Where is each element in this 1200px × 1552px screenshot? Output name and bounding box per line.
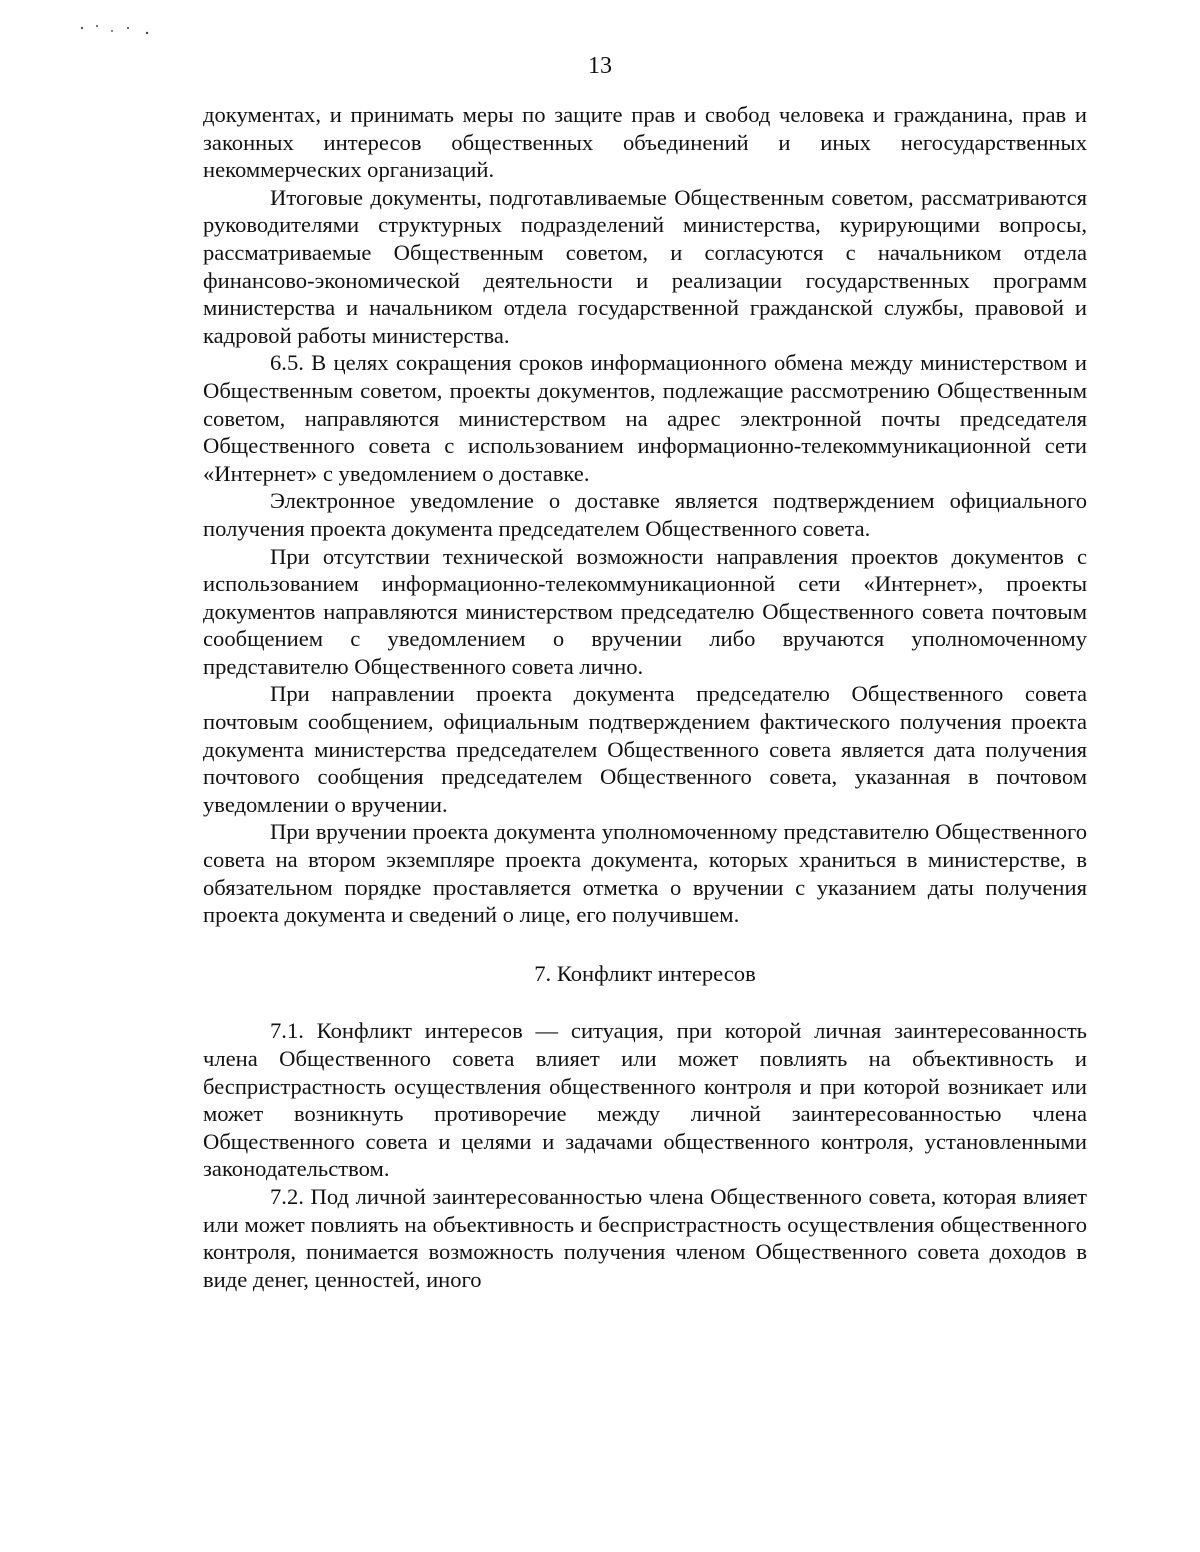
paragraph-postal-delivery: При направлении проекта документа председателю Общественного совета почтовым сообщением, официальным подтверждением фактического получения проекта документа министерства председателем Общественного совета является дата получения почтового сообщения председателем Общественного совета, указанная в почтовом уведомлении о вручении. bbox=[203, 681, 1087, 817]
paragraph-6-5: 6.5. В целях сокращения сроков информационного обмена между министерством и Общественным советом, проекты документов, подлежащие рассмотрению Общественным советом, направляются министерством на адрес электронной почты председателя Общественного совета с использованием информационно-телекоммуникационной сети «Интернет» с уведомлением о доставке. bbox=[203, 350, 1087, 486]
paragraph-7-2: 7.2. Под личной заинтересованностью члена Общественного совета, которая влияет или может повлиять на объективность и беспристрастность осуществления общественного контроля, понимается возможность получения членом Общественного совета доходов в виде денег, ценностей, иного bbox=[203, 1183, 1087, 1292]
section-7-title: 7. Конфликт интересов bbox=[534, 960, 756, 986]
paragraph-7-1: 7.1. Конфликт интересов — ситуация, при которой личная заинтересованность члена Общественного совета влияет или может повлиять на объективность и беспристрастность осуществления общественного контроля и при которой возникает или может возникнуть противоречие между личной заинтересованностью члена Общественного совета и целями и задачами общественного контроля, установленными законодательством. bbox=[203, 1018, 1087, 1182]
paragraph-electronic-notice: Электронное уведомление о доставке является подтверждением официального получения проекта документа председателем Общественного совета. bbox=[203, 488, 1087, 541]
scan-specks bbox=[80, 22, 160, 36]
document-body bbox=[203, 101, 1087, 1293]
paragraph-handover: При вручении проекта документа уполномоченному представителю Общественного совета на втором экземпляре проекта документа, которых храниться в министерстве, в обязательном порядке проставляется отметка о вручении с указанием даты получения проекта документа и сведений о лице, его получившем. bbox=[203, 819, 1087, 928]
paragraph-continuation: документах, и принимать меры по защите прав и свобод человека и гражданина, прав и законных интересов общественных объединений и иных негосударственных некоммерческих организаций. bbox=[203, 102, 1087, 183]
paragraph-final-documents: Итоговые документы, подготавливаемые Общественным советом, рассматриваются руководителями структурных подразделений министерства, курирующими вопросы, рассматриваемые Общественным советом, и согласуются с начальником отдела финансово-экономической деятельности и реализации государственных программ министерства и начальником отдела государственной гражданской службы, правовой и кадровой работы министерства. bbox=[203, 184, 1087, 348]
page-number: 13 bbox=[588, 53, 612, 79]
paragraph-no-technical-possibility: При отсутствии технической возможности направления проектов документов с использованием информационно-телекоммуникационной сети «Интернет», проекты документов направляются министерством председателю Общественного совета почтовым сообщением с уведомлением о вручении либо вручаются уполномоченному представителю Общественного совета лично. bbox=[203, 543, 1087, 679]
